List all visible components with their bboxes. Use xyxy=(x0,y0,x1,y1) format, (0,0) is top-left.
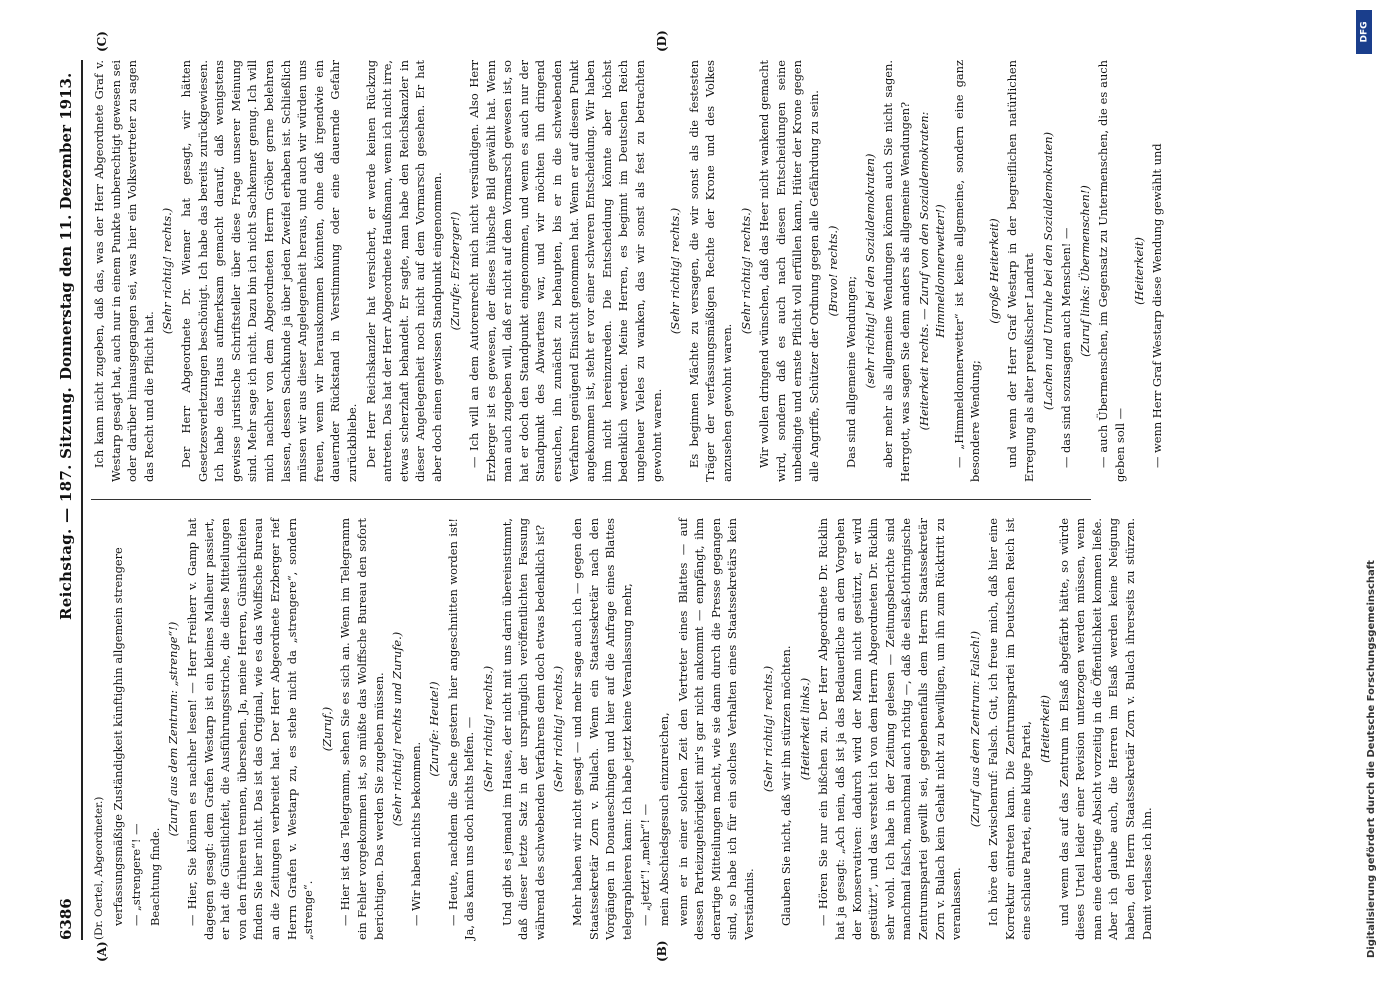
paragraph: — das sind sozusagen auch Menschen! — xyxy=(1059,227,1074,468)
paragraph: Es beginnen Mächte zu versagen, die wir sonst als die festesten Träger der verfassungsmäßigen Rechte der Krone und des Volkes anzusehen gewohnt waren. xyxy=(686,60,734,482)
speaker-attribution: (Dr. Oertel, Abgeordneter.) xyxy=(93,796,105,940)
paragraph: (Heiterkeit rechts. — Zuruf von den Sozialdemokraten: Himmeldonnerwetter!) xyxy=(916,111,948,431)
right-column-text xyxy=(91,60,1166,482)
paragraph: — Hier, Sie können es nachher lesen! — Herr Freiherr v. Gamp hat dagegen gesagt: dem Grafen Westarp ist ein kleines Malheur passiert, er hat die Günstlichfeit, die Ausführungsstriche, die diese Mitteilungen von den früheren trennen, übersehen. Ja, meine Herren, Günstlichfeiten finden Sie hier nicht. Das ist das Original, wie es das Wolffsche Bureau an die Zeitungen verbreitet hat. Der Herr Abgeordnete Erzberger rief Herrn Grafen v. Westarp zu, es stehe nicht da „strengere“, sondern „strenge“. xyxy=(184,518,316,940)
paragraph: aber mehr als allgemeine Wendungen können auch Sie nicht sagen. Herrgott, was sagen Sie denn anders als allgemeine Wendungen? xyxy=(881,60,912,482)
paragraph: (Sehr richtig! rechts.) xyxy=(160,207,175,335)
paragraph: — Wir haben nichts bekommen. xyxy=(408,741,423,926)
paragraph: — „jetzt“! „mehr“! — xyxy=(638,804,653,926)
paragraph: verfassungsmäßige Zuständigkeit künftighin allgemein strengere xyxy=(110,547,125,926)
page-header xyxy=(55,60,81,940)
paragraph: Wir wollen dringend wünschen, daß das Heer nicht wankend gemacht wird, sondern daß es auch nach diesen Entscheidungen seine unbedingte und ernste Pflicht voll erfüllen kann, Hüter der Krone gegen alle Angriffe, Schützer der Ordnung gegen alle Gefährdung zu sein. xyxy=(757,60,821,482)
paragraph: (Heiterkeit links.) xyxy=(797,677,812,781)
page-number: 6386 xyxy=(57,898,75,940)
paragraph: wenn er in einer solchen Zeit den Vertreter eines Blattes — auf dessen Parteizugehörigkeit mir's gar nicht ankommt — empfängt, ihm derartige Mitteilungen macht, wie sie dann durch die Presse gegangen sind, so habe ich für ein solches Verhalten eines Staatssekretärs kein Verständnis. xyxy=(675,518,756,940)
paragraph: (Lachen und Unruhe bei den Sozialdemokraten) xyxy=(1040,131,1055,411)
paragraph: (Zuruf.) xyxy=(319,706,334,752)
paragraph: Ich kann nicht zugeben, daß das, was der Herr Abgeordnete Graf v. Westarp gesagt hat, auch nur in einem Punkte unberechtigt gewesen sei oder darüber hinausgegangen sei, was hier ein Volksvertreter zu sagen das Recht und die Pflicht hat. xyxy=(92,60,156,482)
paragraph: (Zuruf aus dem Zentrum: „strenge“!) xyxy=(166,621,181,837)
paragraph: — „strengere“! — xyxy=(129,823,144,926)
paragraph: und wenn das auf das Zentrum im Elsaß abgefärbt hätte, so würde dieses Urteil leider einer Revision unterzogen werden müssen, wenn man eine derartige Absicht vorzeitig in die Öffentlichkeit kommen ließe. Aber ich glaube auch, die Herren im Elsaß werden keine Neigung haben, den Herrn Staatssekretär Zorn v. Bulach ihrerseits zu stürzen. Damit verlasse ich ihn. xyxy=(1056,518,1154,940)
header-rule xyxy=(81,60,83,940)
right-column xyxy=(91,60,1165,482)
margin-mark-c: (C) xyxy=(95,31,109,52)
paragraph: (Heiterkeit) xyxy=(1131,237,1146,305)
dfg-logo xyxy=(1356,10,1372,54)
paragraph: Glauben Sie nicht, daß wir ihn stürzen möchten. xyxy=(779,645,794,926)
paragraph: (Zuruf aus dem Zentrum: Falsch!) xyxy=(967,630,982,828)
paragraph: — auch Übermenschen, im Gegensatz zu Untermenschen, die es auch geben soll — xyxy=(1096,60,1128,482)
paragraph: (Sehr richtig! rechts.) xyxy=(738,207,753,335)
paragraph: (Bravo! rechts.) xyxy=(825,225,840,317)
paragraph: (Zurufe: Heute!) xyxy=(427,681,442,777)
credit-text: Digitalisierung gefördert durch die Deutsche Forschungsgemeinschaft xyxy=(1366,560,1377,958)
paragraph: (Sehr richtig! rechts.) xyxy=(551,665,566,793)
dfg-logo-text: DFG xyxy=(1359,21,1370,43)
digitization-credit xyxy=(1320,0,1380,1000)
paragraph: Der Herr Abgeordnete Dr. Wiemer hat gesagt, wir hätten Gesetzesverletzungen beschönigt. Ich habe das bereits zurückgewiesen. Ich habe das Haus aufmerksam gemacht darauf, daß wenigstens gewisse juristische Schriftsteller über diese Frage unserer Meinung sind. Mehr sage ich nicht. Dazu bin ich nicht Sachkenner genug. Ich will mich nachher von dem Abgeordneten Herrn Gröber gerne belehren lassen, dessen Sachkunde ja über jeden Zweifel erhaben ist. Schließlich müssen wir aus dieser Angelegenheit heraus, und auch wir würden uns freuen, wenn wir herauskommen könnten, ohne daß irgendwie ein dauernder Rückstand in Verstimmung oder eine dauernde Gefahr zurückbliebe. xyxy=(178,60,359,482)
paragraph: (Heiterkeit) xyxy=(1038,695,1053,763)
paragraph: mein Abschiedsgesuch einzureichen, xyxy=(657,712,671,926)
paragraph: — „Himmeldonnerwetter“ ist keine allgemeine, sondern eine ganz besondere Wendung; xyxy=(951,60,983,482)
paragraph: (Sehr richtig! rechts.) xyxy=(481,665,496,793)
paragraph: Der Herr Reichskanzler hat versichert, er werde keinen Rückzug antreten. Das hat der Herr Abgeordnete Haußmann, wenn ich nicht irre, etwas scherzhaft behandelt. Er sagte, man habe den Reichskanzler in dieser Angelegenheit noch nicht auf dem Vormarsch gesehen. Er hat aber doch einen gewissen Standpunkt eingenommen. xyxy=(363,60,444,482)
paragraph: — Heute, nachdem die Sache gestern hier angeschnitten worden ist! Ja, das kann uns doch nichts helfen. — xyxy=(445,518,477,940)
margin-mark-b: (B) xyxy=(655,940,669,962)
column-divider xyxy=(91,499,1091,500)
paragraph: (Sehr richtig! rechts.) xyxy=(760,665,775,793)
page-content xyxy=(55,30,1315,962)
paragraph: Beachtung finde. xyxy=(147,827,162,926)
paragraph: und wenn der Herr Graf Westarp in der begreiflichen natürlichen Erregung als alter preußischer Landrat xyxy=(1005,60,1037,482)
left-column-text xyxy=(110,518,1156,940)
paragraph: Das sind allgemeine Wendungen; xyxy=(844,275,859,468)
paragraph: — Hören Sie nur ein bißchen zu. Der Herr Abgeordnete Dr. Ricklin hat ja gesagt: „Ach nein, daß ist ja das Bedauerliche an dem Vorgehen der Konservativen: dadurch wird der Mann nicht gestürzt, er wird gestützt“, und das versteht ich von dem Herrn Abgeordneten Dr. Ricklin sehr wohl. Ich habe in der Zeitung gelesen — Zeitungsberichte sind manchmal falsch, manchmal auch richtig —, daß die elsaß-lothringische Zentrumspartei gewillt sei, gegebenenfalls dem Herrn Staatssekretär Zorn v. Bulach kein Gehalt nicht zu bewilligen, um ihn zum Rücktritt zu veranlassen. xyxy=(816,518,964,940)
paragraph: — wenn Herr Graf Westarp diese Wendung gewählt und xyxy=(1150,143,1165,468)
paragraph: (Sehr richtig! rechts.) xyxy=(668,207,683,335)
paragraph: (Sehr richtig! rechts und Zurufe.) xyxy=(390,631,405,827)
paragraph: Ich höre den Zwischenruf: Falsch. Gut, ich freue mich, daß hier eine Korrektur eintreten kann. Die Zentrumspartei im Deutschen Reich ist eine schlaue Partei, eine kluge Partei, xyxy=(986,518,1034,940)
running-title: Reichstag. — 187. Sitzung. xyxy=(57,386,75,620)
paragraph: — Ich will an dem Autorenrecht mich nicht versündigen. Also Herr Erzberger ist es gewesen, der dieses hübsche Bild gewählt hat. Wenn man auch zugeben will, daß er nicht auf dem Vormarsch gewesen ist, so hat er doch den Standpunkt eingenommen, und wenn es auch nur der Standpunkt des Abwartens war, und wir möchten ihn dringend ersuchen, ihn zunächst zu behaupten, bis er in die schwebenden Verfahren genügend Einsicht genommen hat. Wenn er auf diesem Punkt angekommen ist, steht er vor einer schweren Entscheidung. Wir haben ihm nicht hereinzureden. Die Entscheidung könnte aber höchst bedenklich werden. Meine Herren, es beginnt im Deutschen Reich ungeheuer Vieles zu wanken, das wir sonst als fest zu betrachten gewohnt waren. xyxy=(467,60,664,482)
paragraph: Und gibt es jemand im Hause, der nicht mit uns darin übereinstimmt, daß dieser letzte Satz in der ursprünglich veröffentlichten Fassung während des schwebenden Verfahrens denn doch etwas bedenklich ist? xyxy=(499,518,547,940)
session-date: Donnerstag den 11. Dezember 1913. xyxy=(57,72,75,380)
paragraph: Mehr haben wir nicht gesagt — und mehr sage auch ich — gegen den Staatssekretär Zorn v. Bulach. Wenn ein Staatssekretär nach den Vorgängen in Donaueschingen und hier auf die Anfrage eines Blattes telegraphieren kann: Ich habe jetzt keine Veranlassung mehr, xyxy=(570,518,634,940)
paragraph: (große Heiterkeit) xyxy=(986,218,1001,324)
left-column xyxy=(91,518,1154,940)
paragraph: — Hier ist das Telegramm, sehen Sie es sich an. Wenn im Telegramm ein Fehler vorgekommen ist, so müßte das Wolffsche Bureau den sofort berichtigen. Das werden Sie zugeben müssen. xyxy=(338,518,386,940)
paragraph: (sehr richtig! bei den Sozialdemokraten) xyxy=(862,153,877,389)
paragraph: (Zuruf links: Übermenschen!) xyxy=(1077,185,1092,357)
margin-mark-a: (A) xyxy=(95,941,109,962)
margin-mark-d: (D) xyxy=(655,30,669,52)
paragraph: (Zurufe: Erzberger!) xyxy=(448,211,463,331)
